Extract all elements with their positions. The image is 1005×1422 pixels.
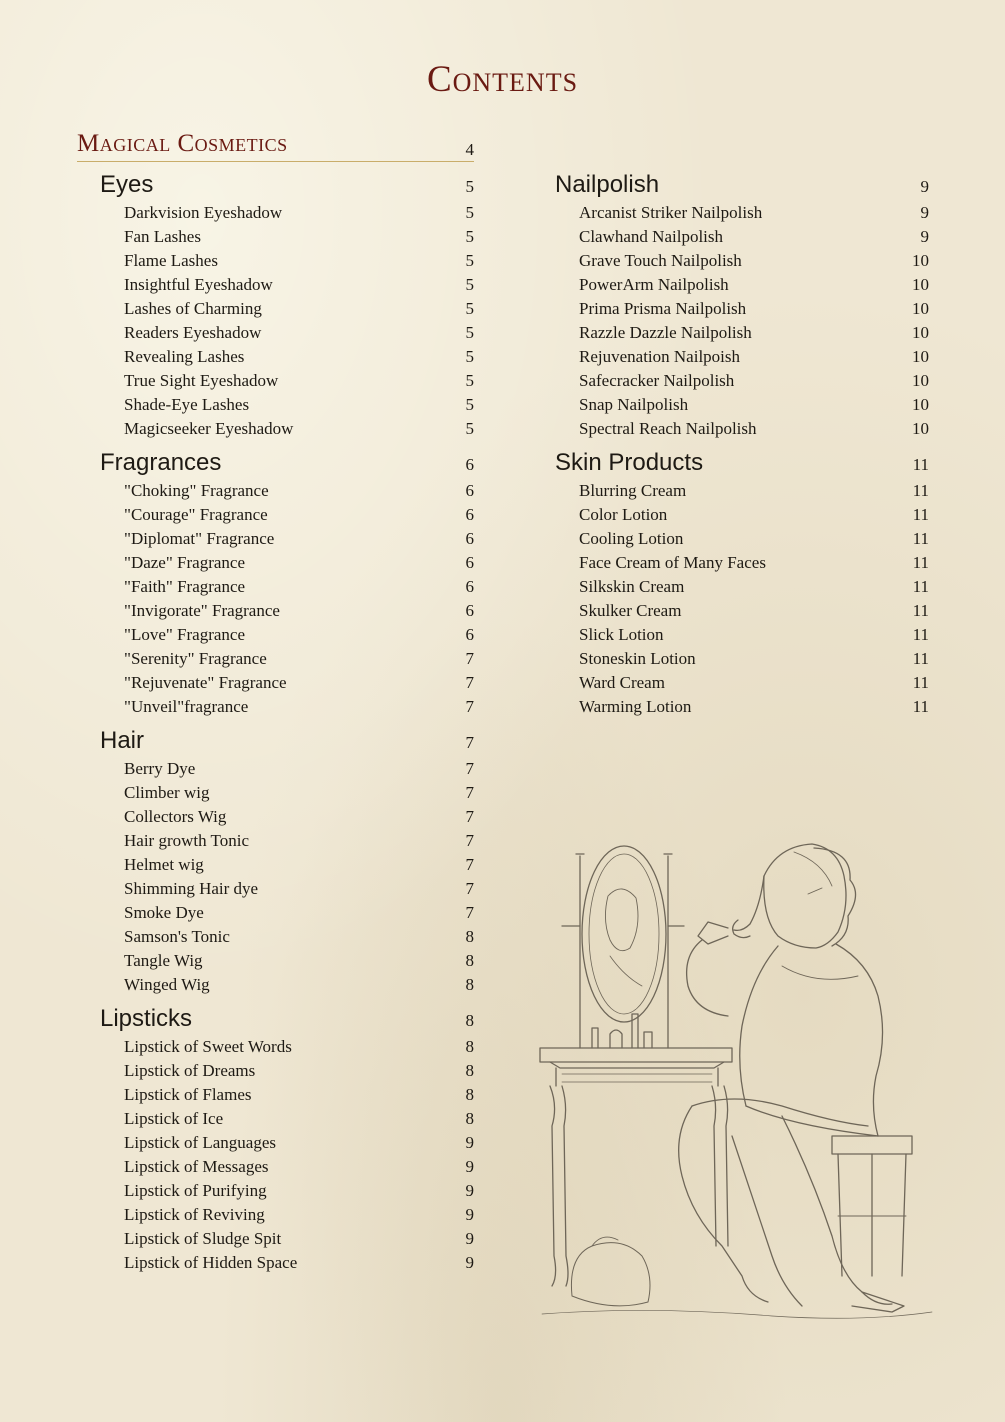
toc-entry-label: Lipstick of Languages <box>124 1133 277 1152</box>
toc-entry-page-number: 5 <box>465 251 474 270</box>
toc-entry-label: Lipstick of Purifying <box>124 1181 267 1200</box>
toc-entry-label: Shimming Hair dye <box>124 879 259 898</box>
toc-entry-page-number: 6 <box>465 601 474 620</box>
toc-entry-label: Climber wig <box>124 783 210 802</box>
section-title: Hair <box>100 727 145 754</box>
toc-entry-page-number: 10 <box>912 299 929 318</box>
toc-entry[interactable] <box>555 419 929 443</box>
toc-item-list <box>100 1037 474 1277</box>
toc-entry[interactable] <box>100 529 474 553</box>
toc-entry[interactable] <box>555 553 929 577</box>
toc-entry-page-number: 9 <box>920 227 929 246</box>
toc-entry[interactable] <box>100 927 474 951</box>
toc-entry-label: Flame Lashes <box>124 251 218 270</box>
section-page-number: 5 <box>465 177 474 196</box>
toc-item-list <box>555 203 929 443</box>
toc-entry[interactable] <box>100 505 474 529</box>
toc-entry[interactable] <box>100 673 474 697</box>
toc-entry-page-number: 5 <box>465 275 474 294</box>
toc-entry-label: Blurring Cream <box>579 481 687 500</box>
toc-entry-page-number: 10 <box>912 419 929 438</box>
section-page-number: 6 <box>465 455 474 474</box>
toc-right-column <box>555 171 929 727</box>
toc-entry-label: Arcanist Striker Nailpolish <box>579 203 763 222</box>
toc-entry-label: Magicseeker Eyeshadow <box>124 419 294 438</box>
toc-entry-page-number: 6 <box>465 529 474 548</box>
toc-entry-label: Warming Lotion <box>579 697 692 716</box>
toc-entry[interactable] <box>100 951 474 975</box>
section-title: Eyes <box>100 171 154 198</box>
toc-entry[interactable] <box>100 975 474 999</box>
toc-entry-page-number: 7 <box>465 697 474 716</box>
toc-entry-label: "Courage" Fragrance <box>124 505 268 524</box>
toc-entry-label: Lipstick of Sludge Spit <box>124 1229 282 1248</box>
toc-section-hair[interactable] <box>100 727 474 759</box>
toc-entry[interactable] <box>100 299 474 323</box>
toc-entry-label: Snap Nailpolish <box>579 395 689 414</box>
toc-entry-label: Lipstick of Sweet Words <box>124 1037 292 1056</box>
toc-entry-page-number: 5 <box>465 227 474 246</box>
toc-entry-page-number: 8 <box>465 1109 474 1128</box>
toc-entry[interactable] <box>100 903 474 927</box>
vanity-sketch-illustration <box>532 836 937 1328</box>
toc-entry-label: "Rejuvenate" Fragrance <box>124 673 287 692</box>
toc-entry-label: "Diplomat" Fragrance <box>124 529 275 548</box>
toc-entry-label: Clawhand Nailpolish <box>579 227 724 246</box>
toc-entry-label: Rejuvenation Nailpoish <box>579 347 741 366</box>
toc-entry-label: Hair growth Tonic <box>124 831 250 850</box>
toc-entry-label: Readers Eyeshadow <box>124 323 262 342</box>
toc-left-column <box>100 171 474 1283</box>
toc-entry[interactable] <box>100 649 474 673</box>
toc-entry[interactable] <box>100 625 474 649</box>
toc-item-list <box>555 481 929 721</box>
toc-entry-page-number: 6 <box>465 553 474 572</box>
toc-entry[interactable] <box>555 323 929 347</box>
toc-entry-page-number: 10 <box>912 347 929 366</box>
major-section-heading[interactable] <box>77 130 474 162</box>
toc-entry-label: Skulker Cream <box>579 601 682 620</box>
toc-entry-page-number: 5 <box>465 419 474 438</box>
toc-entry[interactable] <box>555 673 929 697</box>
toc-entry-page-number: 9 <box>465 1133 474 1152</box>
toc-entry-label: Lipstick of Messages <box>124 1157 269 1176</box>
toc-entry-page-number: 11 <box>912 673 929 692</box>
toc-entry[interactable] <box>100 601 474 625</box>
toc-entry[interactable] <box>100 807 474 831</box>
toc-entry-page-number: 9 <box>465 1181 474 1200</box>
toc-entry-label: Ward Cream <box>579 673 665 692</box>
toc-entry-page-number: 7 <box>465 649 474 668</box>
toc-entry-page-number: 7 <box>465 855 474 874</box>
toc-entry-page-number: 7 <box>465 807 474 826</box>
toc-entry-label: Prima Prisma Nailpolish <box>579 299 747 318</box>
toc-entry[interactable] <box>100 251 474 275</box>
toc-entry-label: Lipstick of Reviving <box>124 1205 265 1224</box>
toc-entry-label: Stoneskin Lotion <box>579 649 696 668</box>
toc-entry[interactable] <box>555 625 929 649</box>
section-page-number: 8 <box>465 1011 474 1030</box>
toc-entry-label: Tangle Wig <box>124 951 203 970</box>
toc-entry-label: Shade-Eye Lashes <box>124 395 250 414</box>
toc-entry[interactable] <box>100 1037 474 1061</box>
toc-item-list <box>100 481 474 721</box>
toc-entry-page-number: 7 <box>465 783 474 802</box>
toc-item-list <box>100 759 474 999</box>
toc-entry[interactable] <box>100 831 474 855</box>
toc-entry-page-number: 11 <box>912 649 929 668</box>
section-title: Lipsticks <box>100 1005 193 1032</box>
toc-section-nailpolish[interactable] <box>555 171 929 203</box>
toc-entry-label: Silkskin Cream <box>579 577 685 596</box>
toc-entry-page-number: 5 <box>465 299 474 318</box>
toc-entry[interactable] <box>100 1205 474 1229</box>
toc-entry-label: Darkvision Eyeshadow <box>124 203 283 222</box>
toc-section-lipsticks[interactable] <box>100 1005 474 1037</box>
toc-entry[interactable] <box>100 855 474 879</box>
toc-entry[interactable] <box>100 577 474 601</box>
toc-entry-page-number: 11 <box>912 481 929 500</box>
toc-entry[interactable] <box>100 1253 474 1277</box>
toc-entry-label: Spectral Reach Nailpolish <box>579 419 757 438</box>
toc-entry[interactable] <box>555 505 929 529</box>
toc-entry[interactable] <box>555 227 929 251</box>
toc-entry[interactable] <box>100 783 474 807</box>
toc-entry-label: Slick Lotion <box>579 625 664 644</box>
toc-entry-page-number: 5 <box>465 323 474 342</box>
toc-entry-label: "Choking" Fragrance <box>124 481 269 500</box>
toc-entry[interactable] <box>100 1133 474 1157</box>
toc-entry[interactable] <box>100 1181 474 1205</box>
toc-entry[interactable] <box>100 1109 474 1133</box>
toc-entry-label: Safecracker Nailpolish <box>579 371 735 390</box>
toc-entry-page-number: 10 <box>912 395 929 414</box>
toc-entry-label: Helmet wig <box>124 855 204 874</box>
toc-section-fragrances[interactable] <box>100 449 474 481</box>
toc-entry-label: Razzle Dazzle Nailpolish <box>579 323 752 342</box>
toc-entry[interactable] <box>555 395 929 419</box>
toc-entry[interactable] <box>555 203 929 227</box>
toc-entry[interactable] <box>555 697 929 721</box>
toc-entry[interactable] <box>555 577 929 601</box>
toc-entry-label: Color Lotion <box>579 505 668 524</box>
toc-entry[interactable] <box>100 371 474 395</box>
toc-section-skin-products[interactable] <box>555 449 929 481</box>
toc-entry-label: Revealing Lashes <box>124 347 245 366</box>
toc-entry-page-number: 9 <box>465 1229 474 1248</box>
toc-entry-page-number: 9 <box>465 1253 474 1272</box>
toc-entry[interactable] <box>100 419 474 443</box>
toc-entry-page-number: 9 <box>465 1205 474 1224</box>
toc-entry[interactable] <box>555 649 929 673</box>
toc-entry-page-number: 5 <box>465 395 474 414</box>
toc-entry-label: "Love" Fragrance <box>124 625 246 644</box>
toc-entry-label: "Invigorate" Fragrance <box>124 601 280 620</box>
toc-entry-page-number: 11 <box>912 505 929 524</box>
toc-entry-page-number: 7 <box>465 903 474 922</box>
toc-entry-page-number: 10 <box>912 251 929 270</box>
toc-entry-page-number: 6 <box>465 505 474 524</box>
toc-entry-page-number: 10 <box>912 323 929 342</box>
section-page-number: 11 <box>912 455 929 474</box>
toc-entry-page-number: 9 <box>920 203 929 222</box>
toc-entry[interactable] <box>555 601 929 625</box>
toc-entry-page-number: 7 <box>465 831 474 850</box>
toc-entry-page-number: 11 <box>912 697 929 716</box>
toc-entry-page-number: 10 <box>912 275 929 294</box>
page-title: Contents <box>426 59 579 100</box>
toc-entry-page-number: 11 <box>912 529 929 548</box>
toc-entry-page-number: 7 <box>465 759 474 778</box>
toc-entry-label: Berry Dye <box>124 759 196 778</box>
toc-entry[interactable] <box>100 1085 474 1109</box>
toc-entry-label: Lipstick of Hidden Space <box>124 1253 298 1272</box>
toc-entry[interactable] <box>100 759 474 783</box>
toc-entry-label: True Sight Eyeshadow <box>124 371 279 390</box>
toc-item-list <box>100 203 474 443</box>
toc-entry-label: Lashes of Charming <box>124 299 262 318</box>
toc-entry[interactable] <box>100 347 474 371</box>
toc-entry[interactable] <box>100 879 474 903</box>
toc-entry-page-number: 7 <box>465 879 474 898</box>
toc-entry-label: "Daze" Fragrance <box>124 553 246 572</box>
toc-entry-page-number: 8 <box>465 927 474 946</box>
toc-section-eyes[interactable] <box>100 171 474 203</box>
toc-entry-label: Lipstick of Flames <box>124 1085 252 1104</box>
toc-entry-label: PowerArm Nailpolish <box>579 275 729 294</box>
toc-entry[interactable] <box>555 481 929 505</box>
toc-entry[interactable] <box>100 323 474 347</box>
toc-entry-label: "Serenity" Fragrance <box>124 649 267 668</box>
toc-entry[interactable] <box>100 1061 474 1085</box>
toc-entry-page-number: 8 <box>465 951 474 970</box>
toc-entry-page-number: 5 <box>465 371 474 390</box>
toc-entry[interactable] <box>100 1157 474 1181</box>
toc-entry-label: Cooling Lotion <box>579 529 684 548</box>
toc-entry[interactable] <box>555 347 929 371</box>
toc-entry-page-number: 11 <box>912 601 929 620</box>
toc-entry-label: Lipstick of Ice <box>124 1109 224 1128</box>
toc-entry[interactable] <box>100 395 474 419</box>
toc-entry[interactable] <box>100 697 474 721</box>
toc-entry-label: Smoke Dye <box>124 903 204 922</box>
toc-entry-page-number: 8 <box>465 975 474 994</box>
toc-entry-label: Lipstick of Dreams <box>124 1061 256 1080</box>
section-title: Skin Products <box>555 449 704 476</box>
toc-entry-label: Winged Wig <box>124 975 210 994</box>
toc-entry[interactable] <box>555 299 929 323</box>
toc-entry[interactable] <box>555 371 929 395</box>
toc-entry-page-number: 6 <box>465 625 474 644</box>
toc-entry-label: "Faith" Fragrance <box>124 577 246 596</box>
toc-entry[interactable] <box>555 529 929 553</box>
toc-entry[interactable] <box>100 275 474 299</box>
toc-entry-page-number: 11 <box>912 625 929 644</box>
toc-entry[interactable] <box>100 227 474 251</box>
toc-entry-page-number: 6 <box>465 481 474 500</box>
toc-entry-label: Samson's Tonic <box>124 927 230 946</box>
toc-entry-page-number: 6 <box>465 577 474 596</box>
toc-entry-label: Insightful Eyeshadow <box>124 275 273 294</box>
toc-entry[interactable] <box>100 203 474 227</box>
toc-entry-page-number: 7 <box>465 673 474 692</box>
toc-entry-label: Collectors Wig <box>124 807 227 826</box>
section-page-number: 9 <box>920 177 929 196</box>
toc-entry-page-number: 8 <box>465 1061 474 1080</box>
toc-entry-page-number: 5 <box>465 203 474 222</box>
toc-entry-label: Grave Touch Nailpolish <box>579 251 742 270</box>
toc-entry[interactable] <box>100 553 474 577</box>
section-title: Nailpolish <box>555 171 660 198</box>
section-title: Fragrances <box>100 449 222 476</box>
toc-entry-label: Face Cream of Many Faces <box>579 553 766 572</box>
toc-entry-label: "Unveil"fragrance <box>124 697 249 716</box>
major-section-page: 4 <box>465 140 474 159</box>
toc-entry[interactable] <box>555 251 929 275</box>
toc-entry[interactable] <box>100 1229 474 1253</box>
toc-entry-page-number: 8 <box>465 1085 474 1104</box>
toc-entry-page-number: 5 <box>465 347 474 366</box>
toc-entry[interactable] <box>100 481 474 505</box>
toc-entry-label: Fan Lashes <box>124 227 201 246</box>
toc-entry-page-number: 8 <box>465 1037 474 1056</box>
toc-entry-page-number: 9 <box>465 1157 474 1176</box>
section-page-number: 7 <box>465 733 474 752</box>
major-section-title: Magical Cosmetics <box>77 130 288 157</box>
toc-entry-page-number: 11 <box>912 553 929 572</box>
toc-entry[interactable] <box>555 275 929 299</box>
toc-entry-page-number: 10 <box>912 371 929 390</box>
toc-entry-page-number: 11 <box>912 577 929 596</box>
